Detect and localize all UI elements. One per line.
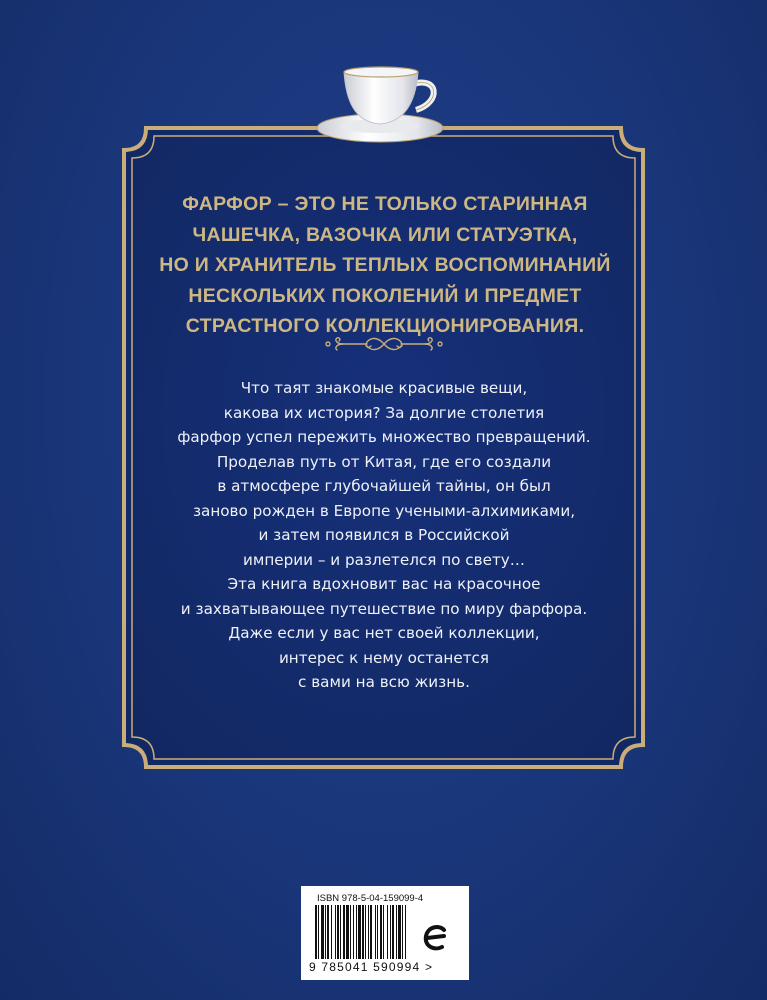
paragraph-line: заново рожден в Европе учеными-алхимиками,	[192, 501, 576, 520]
barcode-bar	[335, 905, 336, 959]
barcode-bar	[340, 905, 341, 959]
barcode-bar	[390, 905, 391, 959]
headline-line: НО И ХРАНИТЕЛЬ ТЕПЛЫХ ВОСПОМИНАНИЙ	[159, 254, 611, 276]
barcode-bar	[327, 905, 329, 959]
barcode-bar	[380, 905, 382, 959]
isbn-text: ISBN 978-5-04-159099-4	[317, 893, 424, 904]
barcode-bar	[383, 905, 384, 959]
headline-line: НЕСКОЛЬКИХ ПОКОЛЕНИЙ И ПРЕДМЕТ	[188, 284, 582, 307]
barcode-bar	[321, 905, 324, 959]
paragraph-line: Проделав путь от Китая, где его создали	[216, 452, 552, 471]
paragraph-line: в атмосфере глубочайшей тайны, он был	[217, 477, 551, 495]
paragraph-line: Эта книга вдохновит вас на красочное	[227, 575, 541, 593]
barcode-bar	[365, 905, 366, 959]
teacup-icon	[308, 60, 458, 148]
barcode-bar	[315, 905, 317, 959]
barcode-bar	[343, 905, 345, 959]
paragraph-line: империи – и разлетелся по свету…	[243, 550, 525, 569]
headline	[140, 189, 630, 342]
barcode-bar	[331, 905, 332, 959]
barcode-bar	[356, 905, 357, 959]
publisher-logo-icon	[414, 916, 458, 960]
barcode-bar	[346, 905, 349, 959]
paragraph-line: какова их история? За долгие столетия	[223, 403, 545, 422]
barcode-bar	[370, 905, 372, 959]
description-paragraph-1	[150, 376, 618, 572]
scroll-ornament-icon	[323, 334, 445, 354]
barcode-bar	[358, 905, 361, 959]
barcode-bar	[402, 905, 403, 959]
barcode-bar	[405, 905, 406, 959]
barcode-bar	[362, 905, 364, 959]
paragraph-line: с вами на всю жизнь.	[298, 673, 470, 691]
barcode-bar	[396, 905, 397, 959]
barcode-bar	[375, 905, 376, 959]
description-paragraph-2	[150, 572, 618, 695]
barcode-bar	[368, 905, 369, 959]
barcode-bar	[318, 905, 319, 959]
paragraph-line: и затем появился в Российской	[258, 526, 510, 544]
paragraph-line: фарфор успел пережить множество превращений.	[177, 428, 591, 446]
barcode-digits: 9 785041 590994 >	[309, 960, 434, 974]
headline-line: СТРАСТНОГО КОЛЛЕКЦИОНИРОВАНИЯ.	[185, 315, 585, 337]
barcode-bar	[325, 905, 326, 959]
barcode-bar	[353, 905, 354, 959]
paragraph-line: Даже если у вас нет своей коллекции,	[228, 624, 540, 642]
headline-line: ФАРФОР – ЭТО НЕ ТОЛЬКО СТАРИННАЯ	[182, 193, 588, 215]
paragraph-line: интерес к нему останется	[278, 648, 490, 667]
barcode-bar	[377, 905, 378, 959]
barcode-bar	[337, 905, 339, 959]
barcode-bar	[350, 905, 351, 959]
headline-line: ЧАШЕЧКА, ВАЗОЧКА ИЛИ СТАТУЭТКА,	[192, 223, 578, 246]
barcode-bar	[387, 905, 388, 959]
barcode-bar	[392, 905, 394, 959]
barcode-bar	[398, 905, 401, 959]
paragraph-line: и захватывающее путешествие по миру фарфора.	[180, 599, 588, 618]
paragraph-line: Что таят знакомые красивые вещи,	[240, 379, 528, 397]
barcode-icon	[315, 905, 411, 961]
